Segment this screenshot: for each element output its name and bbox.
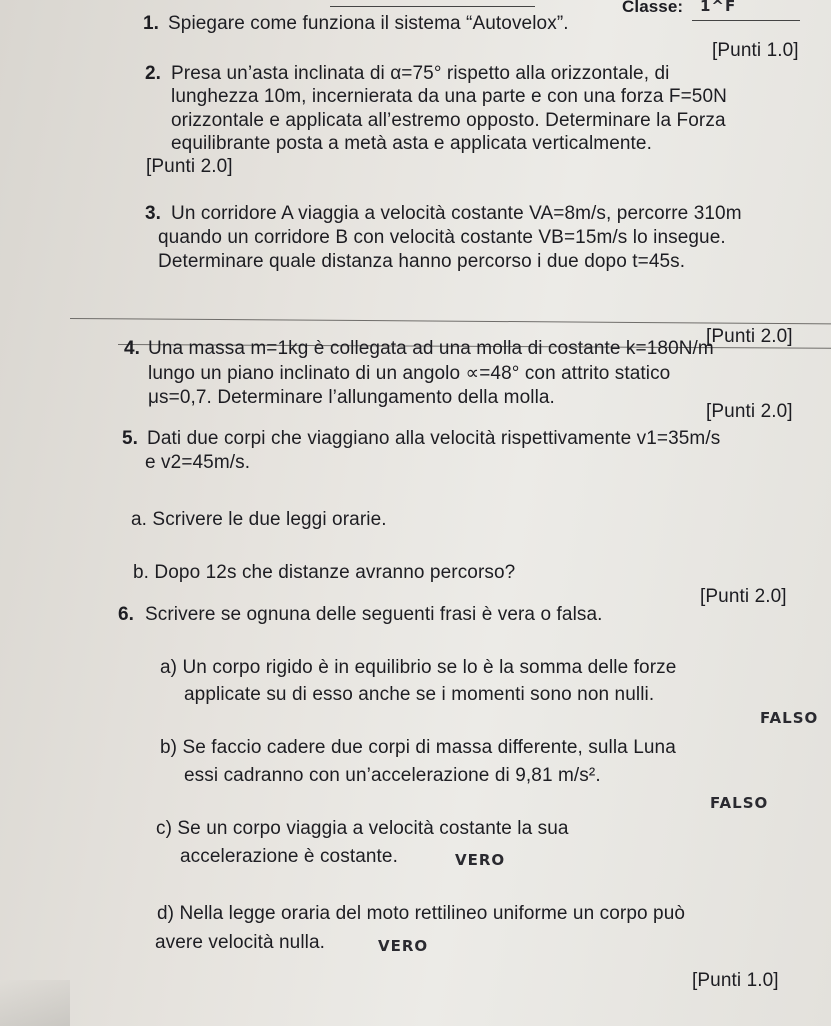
subquestion-b: b. Dopo 12s che distanze avranno percorso?: [133, 562, 516, 583]
question-line: orizzontale e applicata all’estremo opposto. Determinare la Forza: [171, 110, 726, 131]
question-number: 2.: [145, 63, 162, 84]
handwritten-answer: VERO: [378, 937, 429, 955]
class-label: Classe:: [622, 0, 684, 16]
header-line: [330, 6, 535, 7]
question-line: lunghezza 10m, incernierata da una parte e con una forza F=50N: [171, 86, 727, 107]
question-points: [Punti 2.0]: [146, 156, 233, 177]
question-number: 6.: [118, 604, 135, 625]
question-line: equilibrante posta a metà asta e applicata verticalmente.: [171, 133, 652, 154]
question-line: quando un corridore B con velocità costante VB=15m/s lo insegue.: [158, 227, 726, 248]
question-points: [Punti 1.0]: [712, 40, 799, 61]
question-line: Determinare quale distanza hanno percorso i due dopo t=45s.: [158, 251, 686, 272]
statement-line: applicate su di esso anche se i momenti sono non nulli.: [184, 684, 655, 705]
question-number: 5.: [122, 428, 139, 449]
question-points: [Punti 2.0]: [700, 586, 787, 607]
question-text: Spiegare come funziona il sistema “Autovelox”.: [168, 13, 569, 34]
question-line: Dati due corpi che viaggiano alla velocità rispettivamente v1=35m/s: [147, 428, 721, 449]
question-line: Presa un’asta inclinata di α=75° rispetto alla orizzontale, di: [171, 63, 670, 84]
paper-corner-shadow: [0, 980, 70, 1026]
question-points: [Punti 1.0]: [692, 970, 779, 991]
question-line: Un corridore A viaggia a velocità costante VA=8m/s, percorre 310m: [171, 203, 742, 224]
statement-line: c) Se un corpo viaggia a velocità costante la sua: [156, 818, 569, 839]
question-number: 1.: [143, 13, 160, 34]
class-underline: [692, 20, 800, 21]
subquestion-a: a. Scrivere le due leggi orarie.: [131, 509, 387, 530]
statement-line: accelerazione è costante.: [180, 846, 398, 867]
question-line: e v2=45m/s.: [145, 452, 251, 473]
statement-line: b) Se faccio cadere due corpi di massa differente, sulla Luna: [160, 737, 676, 758]
statement-line: d) Nella legge oraria del moto rettilineo uniforme un corpo può: [157, 903, 686, 924]
statement-line: avere velocità nulla.: [155, 932, 326, 953]
question-points: [Punti 2.0]: [706, 326, 793, 347]
question-points: [Punti 2.0]: [706, 401, 793, 422]
question-line: lungo un piano inclinato di un angolo ∝=48° con attrito statico: [148, 363, 671, 384]
handwritten-answer: VERO: [455, 851, 506, 869]
handwritten-answer: FALSO: [710, 794, 769, 812]
handwritten-answer: FALSO: [760, 709, 819, 727]
question-line: Una massa m=1kg è collegata ad una molla di costante k=180N/m: [148, 338, 714, 359]
class-value-handwritten: 1^F: [700, 0, 737, 15]
question-intro: Scrivere se ognuna delle seguenti frasi è vera o falsa.: [145, 604, 603, 625]
question-number: 4.: [124, 338, 141, 359]
question-number: 3.: [145, 203, 162, 224]
statement-line: a) Un corpo rigido è in equilibrio se lo è la somma delle forze: [160, 657, 677, 678]
statement-line: essi cadranno con un’accelerazione di 9,81 m/s².: [184, 765, 601, 786]
question-line: μs=0,7. Determinare l’allungamento della molla.: [148, 387, 555, 408]
section-divider: [70, 318, 831, 324]
